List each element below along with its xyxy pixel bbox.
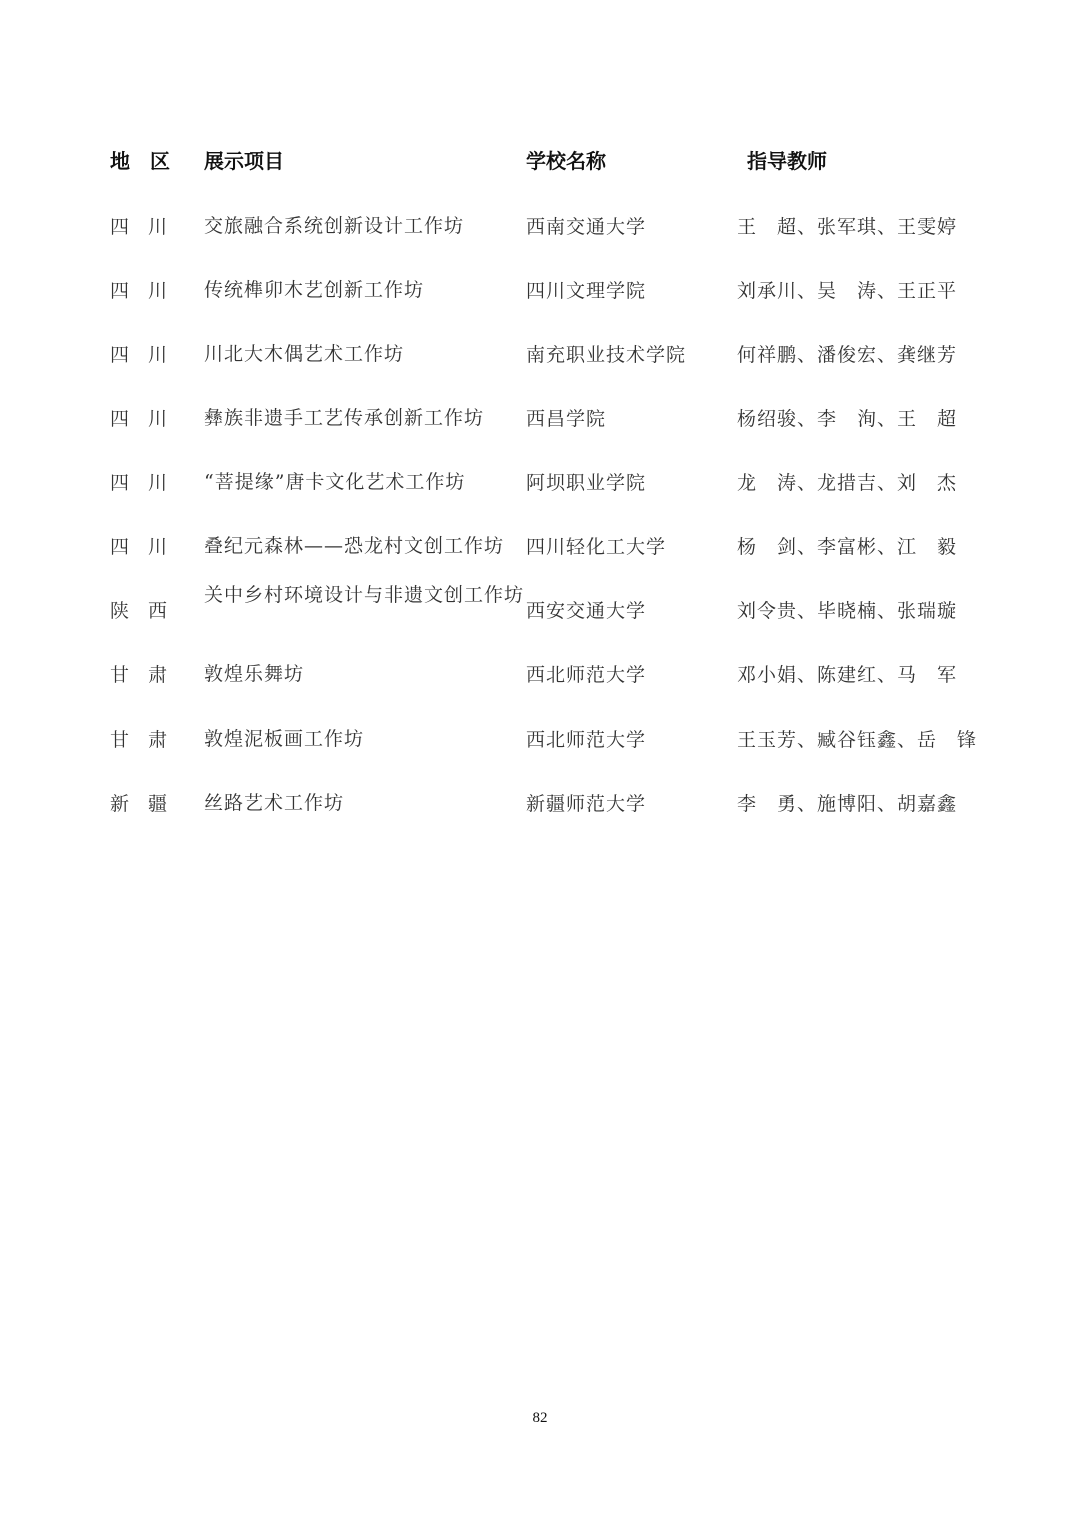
cell-teacher: 龙 涛、龙措吉、刘 杰 [737, 472, 958, 494]
table-row [0, 212, 1080, 252]
cell-school: 西南交通大学 [526, 216, 647, 238]
table-row [0, 532, 1080, 572]
cell-project: 敦煌乐舞坊 [204, 663, 305, 685]
cell-school: 四川轻化工大学 [526, 536, 667, 558]
cell-project: 叠纪元森林——恐龙村文创工作坊 [204, 535, 505, 557]
cell-region: 四川 [110, 536, 187, 558]
cell-school: 四川文理学院 [526, 280, 647, 302]
header-school: 学校名称 [526, 149, 606, 173]
cell-region: 新疆 [110, 793, 187, 815]
cell-school: 西昌学院 [526, 408, 607, 430]
cell-project: 彝族非遗手工艺传承创新工作坊 [204, 407, 485, 429]
table-row [0, 584, 1080, 636]
cell-region: 四川 [110, 408, 187, 430]
cell-project: 丝路艺术工作坊 [204, 792, 345, 814]
table-row [0, 468, 1080, 508]
table-row [0, 404, 1080, 444]
cell-region: 四川 [110, 216, 187, 238]
table-row [0, 725, 1080, 765]
cell-school: 阿坝职业学院 [526, 472, 647, 494]
table-row [0, 789, 1080, 829]
cell-project: 川北大木偶艺术工作坊 [204, 343, 405, 365]
cell-teacher: 刘令贵、毕晓楠、张瑞璇 [737, 600, 958, 622]
table-header [0, 145, 1080, 177]
cell-teacher: 杨 剑、李富彬、江 毅 [737, 536, 958, 558]
cell-teacher: 何祥鹏、潘俊宏、龚继芳 [737, 344, 958, 366]
cell-project: 关中乡村环境设计与非遗文创工作坊 [204, 584, 525, 606]
table-row [0, 276, 1080, 316]
cell-region: 四川 [110, 344, 187, 366]
cell-school: 新疆师范大学 [526, 793, 647, 815]
table-row [0, 660, 1080, 700]
cell-region: 四川 [110, 280, 187, 302]
cell-project: “菩提缘”唐卡文化艺术工作坊 [204, 471, 466, 493]
cell-school: 西北师范大学 [526, 729, 647, 751]
cell-project: 传统榫卯木艺创新工作坊 [204, 279, 425, 301]
cell-teacher: 杨绍骏、李 洵、王 超 [737, 408, 958, 430]
cell-region: 陕西 [110, 600, 187, 622]
cell-school: 西北师范大学 [526, 664, 647, 686]
cell-teacher: 邓小娟、陈建红、马 军 [737, 664, 958, 686]
cell-region: 四川 [110, 472, 187, 494]
cell-school: 西安交通大学 [526, 600, 647, 622]
cell-project: 敦煌泥板画工作坊 [204, 728, 365, 750]
table-row [0, 340, 1080, 380]
cell-teacher: 李 勇、施博阳、胡嘉鑫 [737, 793, 958, 815]
page-number: 82 [532, 1410, 548, 1426]
cell-teacher: 王玉芳、臧谷钰鑫、岳 锋 [737, 729, 978, 751]
cell-region: 甘肃 [110, 664, 187, 686]
cell-project: 交旅融合系统创新设计工作坊 [204, 215, 465, 237]
header-teacher: 指导教师 [747, 149, 827, 173]
header-region: 地区 [110, 149, 190, 173]
header-project: 展示项目 [204, 149, 284, 173]
cell-region: 甘肃 [110, 729, 187, 751]
cell-teacher: 王 超、张军琪、王雯婷 [737, 216, 958, 238]
cell-school: 南充职业技术学院 [526, 344, 687, 366]
cell-teacher: 刘承川、吴 涛、王正平 [737, 280, 958, 302]
